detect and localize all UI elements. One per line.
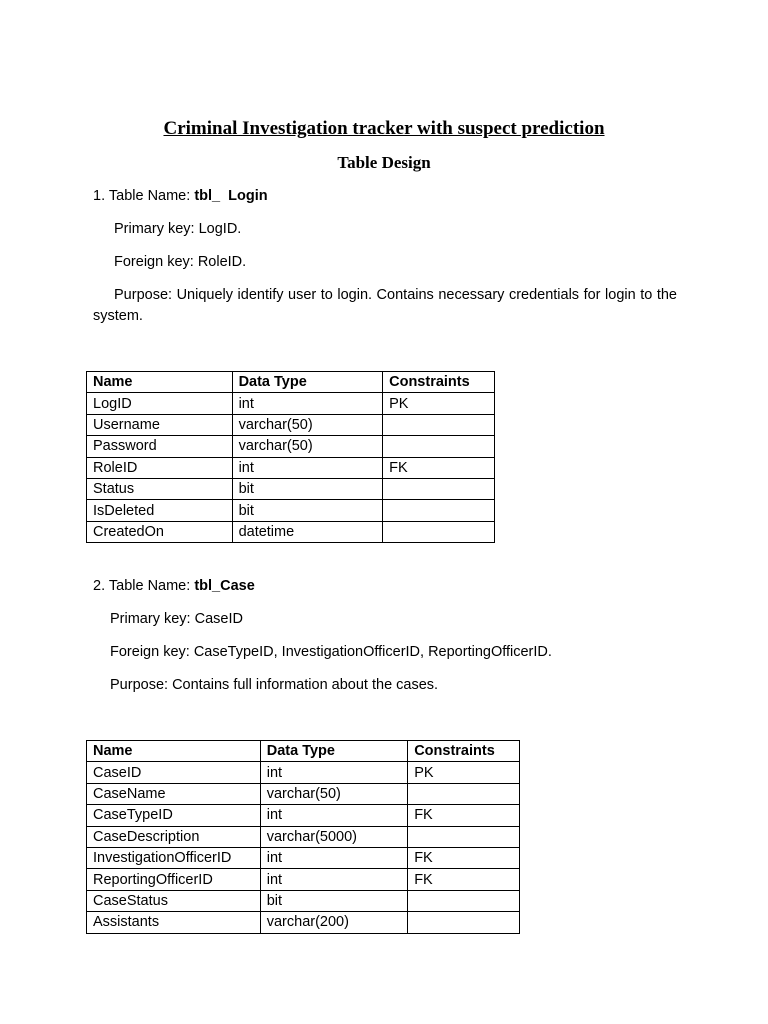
- cell-name: Username: [87, 414, 233, 435]
- cell-name: CaseTypeID: [87, 805, 261, 826]
- section-2-number: 2.: [93, 578, 106, 594]
- section-1-number: 1.: [93, 188, 106, 204]
- cell-name: InvestigationOfficerID: [87, 847, 261, 868]
- document-subtitle: Table Design: [337, 153, 431, 172]
- table-row: [87, 762, 520, 783]
- foreign-key-value: RoleID.: [197, 254, 247, 270]
- cell-data-type: int: [232, 393, 383, 414]
- cell-name: RoleID: [87, 457, 233, 478]
- cell-data-type: bit: [232, 478, 383, 499]
- section-2-primary-key: [110, 609, 243, 629]
- section-1-primary-key: [114, 219, 241, 239]
- cell-data-type: datetime: [232, 521, 383, 542]
- cell-constraint: [383, 500, 495, 521]
- table-row: [87, 912, 520, 933]
- table-row: [87, 847, 520, 868]
- cell-data-type: varchar(5000): [260, 826, 407, 847]
- table-header-row: [87, 741, 520, 762]
- table-row: [87, 478, 495, 499]
- section-2-heading: [93, 576, 255, 596]
- section-2-table-name: tbl_Case: [194, 578, 255, 594]
- table-row: [87, 436, 495, 457]
- foreign-key-label: Foreign key:: [110, 644, 190, 660]
- column-header-constraints: Constraints: [408, 741, 520, 762]
- section-1-purpose: [93, 285, 677, 327]
- cell-constraint: [408, 783, 520, 804]
- cell-constraint: [408, 890, 520, 911]
- table-row: [87, 890, 520, 911]
- purpose-text: Contains full information about the cases.: [172, 677, 439, 693]
- column-header-name: Name: [87, 372, 233, 393]
- cell-constraint: [383, 521, 495, 542]
- cell-data-type: bit: [232, 500, 383, 521]
- cell-name: Assistants: [87, 912, 261, 933]
- cell-constraint: FK: [383, 457, 495, 478]
- cell-constraint: PK: [383, 393, 495, 414]
- primary-key-value: LogID.: [198, 221, 242, 237]
- section-1-name-label: Table Name:: [108, 188, 191, 204]
- cell-data-type: varchar(200): [260, 912, 407, 933]
- purpose-label: Purpose:: [114, 287, 173, 303]
- cell-constraint: [408, 912, 520, 933]
- cell-name: IsDeleted: [87, 500, 233, 521]
- table-row: [87, 500, 495, 521]
- cell-name: CreatedOn: [87, 521, 233, 542]
- document-title: Criminal Investigation tracker with suspect prediction: [163, 118, 605, 139]
- foreign-key-value: CaseTypeID, InvestigationOfficerID, ReportingOfficerID.: [193, 644, 552, 660]
- cell-name: Status: [87, 478, 233, 499]
- column-header-data-type: Data Type: [260, 741, 407, 762]
- column-header-constraints: Constraints: [383, 372, 495, 393]
- primary-key-label: Primary key:: [110, 611, 191, 627]
- login-table: [86, 371, 495, 543]
- cell-data-type: varchar(50): [260, 783, 407, 804]
- table-row: [87, 805, 520, 826]
- primary-key-value: CaseID: [194, 611, 243, 627]
- column-header-name: Name: [87, 741, 261, 762]
- section-1-foreign-key: [114, 252, 246, 272]
- cell-data-type: int: [260, 762, 407, 783]
- cell-constraint: FK: [408, 847, 520, 868]
- section-2-name-label: Table Name:: [108, 578, 191, 594]
- cell-name: CaseID: [87, 762, 261, 783]
- table-header-row: [87, 372, 495, 393]
- table-row: [87, 783, 520, 804]
- cell-name: CaseStatus: [87, 890, 261, 911]
- section-2-purpose: [110, 675, 438, 695]
- cell-constraint: [383, 436, 495, 457]
- cell-data-type: varchar(50): [232, 436, 383, 457]
- table-row: [87, 457, 495, 478]
- primary-key-label: Primary key:: [114, 221, 195, 237]
- table-row: [87, 521, 495, 542]
- cell-constraint: [383, 414, 495, 435]
- cell-data-type: int: [260, 847, 407, 868]
- section-2-foreign-key: [110, 642, 552, 662]
- cell-name: LogID: [87, 393, 233, 414]
- purpose-label: Purpose:: [110, 677, 169, 693]
- table-row: [87, 826, 520, 847]
- section-1-table-name: tbl_ Login: [194, 188, 268, 204]
- table-row: [87, 393, 495, 414]
- case-table: [86, 740, 520, 934]
- cell-data-type: int: [260, 805, 407, 826]
- foreign-key-label: Foreign key:: [114, 254, 194, 270]
- cell-constraint: [383, 478, 495, 499]
- cell-name: CaseName: [87, 783, 261, 804]
- cell-data-type: int: [232, 457, 383, 478]
- cell-constraint: [408, 826, 520, 847]
- purpose-text: Uniquely identify user to login. Contains necessary credentials for login to the system.: [93, 287, 677, 324]
- cell-name: Password: [87, 436, 233, 457]
- cell-name: ReportingOfficerID: [87, 869, 261, 890]
- cell-constraint: FK: [408, 805, 520, 826]
- table-row: [87, 414, 495, 435]
- cell-data-type: bit: [260, 890, 407, 911]
- cell-constraint: FK: [408, 869, 520, 890]
- column-header-data-type: Data Type: [232, 372, 383, 393]
- section-1-heading: [93, 186, 268, 206]
- cell-constraint: PK: [408, 762, 520, 783]
- cell-name: CaseDescription: [87, 826, 261, 847]
- cell-data-type: int: [260, 869, 407, 890]
- cell-data-type: varchar(50): [232, 414, 383, 435]
- table-row: [87, 869, 520, 890]
